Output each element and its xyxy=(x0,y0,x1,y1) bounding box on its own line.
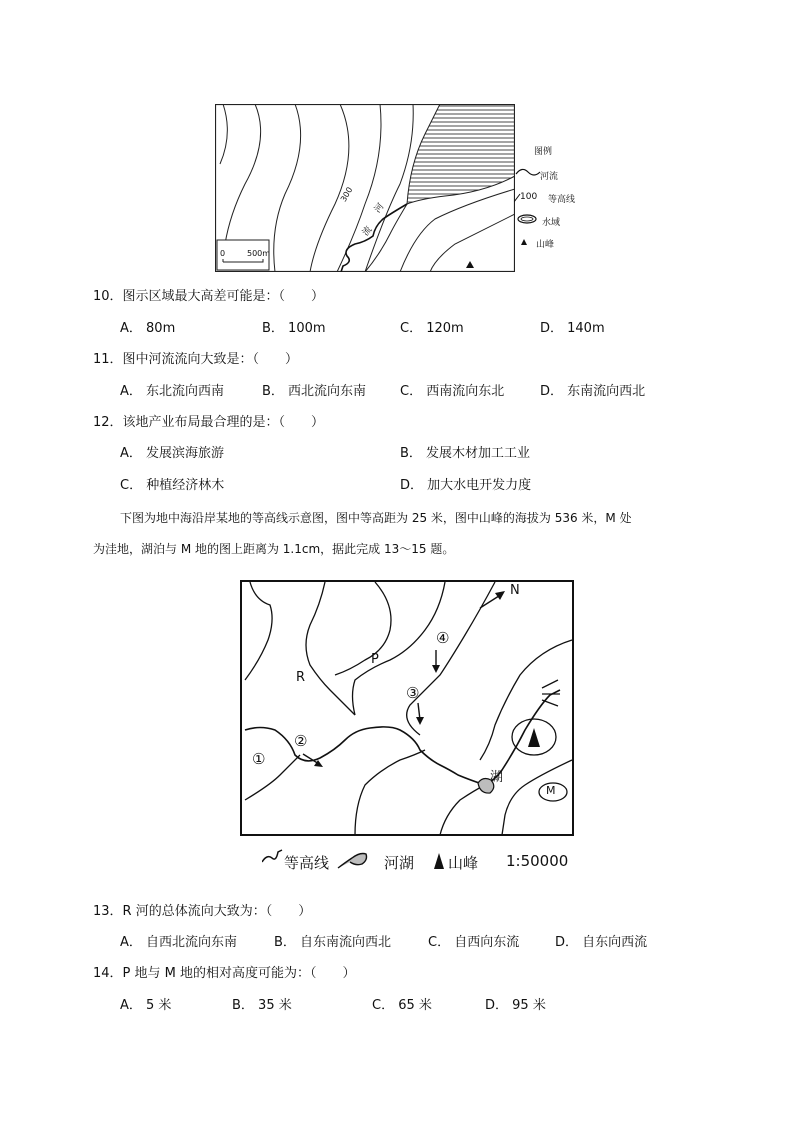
question-11: 11．图中河流流向大致是：（ ） xyxy=(93,352,299,367)
legend-mountain-peak: 山峰 xyxy=(448,854,479,872)
contour-map-2 xyxy=(240,580,574,836)
q10-option-c[interactable]: C． 120m xyxy=(400,321,464,336)
map1-legend xyxy=(514,144,614,254)
point-1: ① xyxy=(252,750,266,768)
scale-zero: 0 xyxy=(220,249,226,258)
point-4: ④ xyxy=(436,629,450,647)
q14-option-c[interactable]: C． 65 米 xyxy=(372,998,432,1013)
q10-option-d[interactable]: D． 140m xyxy=(540,321,605,336)
legend-scale: 1:50000 xyxy=(506,852,569,870)
legend-river: 河流 xyxy=(540,172,559,182)
intro-line-2: 为洼地，湖泊与 M 地的图上距离为 1.1cm，据此完成 13～15 题。 xyxy=(93,542,455,556)
question-13: 13．R 河的总体流向大致为：（ ） xyxy=(93,904,312,919)
point-2: ② xyxy=(294,732,308,750)
contour-map-2-drawing xyxy=(240,580,574,836)
q13-option-a[interactable]: A． 自西北流向东南 xyxy=(120,935,238,950)
question-10: 10．图示区域最大高差可能是：（ ） xyxy=(93,289,325,304)
legend-contour: 等高线 xyxy=(548,195,576,205)
legend-contour-value: 100 xyxy=(520,192,538,202)
q13-option-c[interactable]: C． 自西向东流 xyxy=(428,935,520,950)
legend-contour-line: 等高线 xyxy=(284,854,330,872)
q14-option-d[interactable]: D． 95 米 xyxy=(485,998,546,1013)
q12-option-c[interactable]: C． 种植经济林木 xyxy=(120,478,225,493)
q11-option-a[interactable]: A． 东北流向西南 xyxy=(120,384,225,399)
q14-option-b[interactable]: B． 35 米 xyxy=(232,998,292,1013)
question-14: 14．P 地与 M 地的相对高度可能为：（ ） xyxy=(93,966,356,981)
q11-option-c[interactable]: C． 西南流向东北 xyxy=(400,384,505,399)
label-lake: 湖 xyxy=(490,770,504,785)
point-3: ③ xyxy=(406,684,420,702)
q13-option-b[interactable]: B． 自东南流向西北 xyxy=(274,935,392,950)
contour-label-300: 300 xyxy=(338,185,355,204)
q11-option-b[interactable]: B． 西北流向东南 xyxy=(262,384,367,399)
label-m: M xyxy=(546,784,556,797)
legend-peak: 山峰 xyxy=(536,240,555,250)
label-p: P xyxy=(371,652,379,667)
river-label-he: 河 xyxy=(372,201,387,216)
scale-label: 500m xyxy=(247,249,271,258)
north-label: N xyxy=(510,583,520,598)
q14-option-a[interactable]: A． 5 米 xyxy=(120,998,172,1013)
q12-option-a[interactable]: A． 发展滨海旅游 xyxy=(120,446,225,461)
legend-river-lake: 河湖 xyxy=(384,854,415,872)
question-12: 12．该地产业布局最合理的是：（ ） xyxy=(93,415,325,430)
contour-map-1-drawing xyxy=(215,104,515,272)
river-label-liu: 流 xyxy=(360,224,375,239)
contour-map-1 xyxy=(215,104,515,272)
legend-title: 图例 xyxy=(534,147,553,157)
legend-water: 水域 xyxy=(542,218,561,228)
q13-option-d[interactable]: D． 自东向西流 xyxy=(555,935,648,950)
q10-option-b[interactable]: B． 100m xyxy=(262,321,326,336)
label-r: R xyxy=(296,670,306,685)
q12-option-b[interactable]: B． 发展木材加工工业 xyxy=(400,446,531,461)
q12-option-d[interactable]: D． 加大水电开发力度 xyxy=(400,478,532,493)
q11-option-d[interactable]: D． 东南流向西北 xyxy=(540,384,646,399)
q10-option-a[interactable]: A． 80m xyxy=(120,321,176,336)
intro-line-1: 下图为地中海沿岸某地的等高线示意图，图中等高距为 25 米，图中山峰的海拔为 536 米，M 处 xyxy=(120,511,632,525)
map2-legend xyxy=(262,848,582,874)
